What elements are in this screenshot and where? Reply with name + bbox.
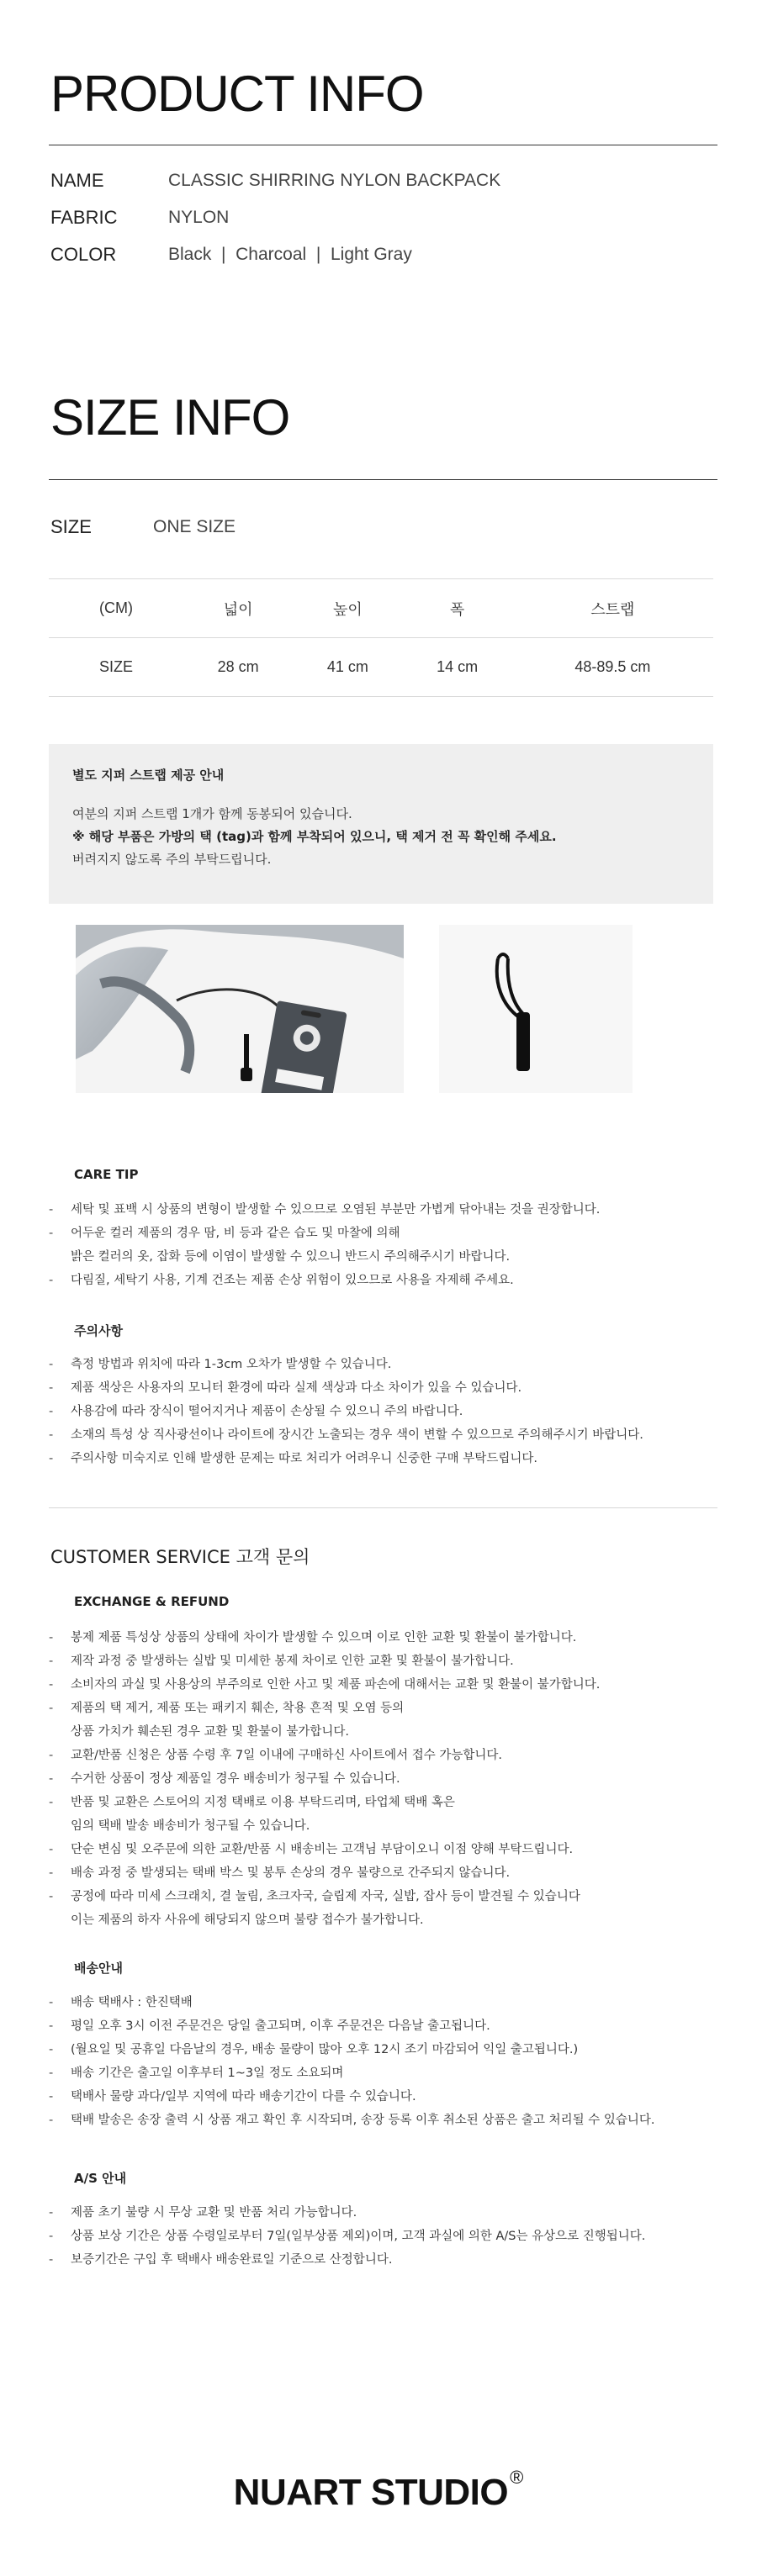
list-item: - 배송 과정 중 발생되는 택배 박스 및 봉투 손상의 경우 불량으로 간주되지 않습니다. bbox=[49, 1861, 600, 1885]
list-item: - 보증기간은 구입 후 택배사 배송완료일 기준으로 산정합니다. bbox=[49, 2248, 645, 2272]
divider bbox=[49, 1507, 717, 1508]
list-item: - 소재의 특성 상 직사광선이나 라이트에 장시간 노출되는 경우 색이 변할 수 있으므로 주의해주시기 바랍니다. bbox=[49, 1423, 643, 1447]
list-item: - 세탁 및 표백 시 상품의 변형이 발생할 수 있으므로 오염된 부분만 가볍게 닦아내는 것을 권장합니다. bbox=[49, 1198, 600, 1222]
zipper-strap-notice bbox=[49, 744, 713, 904]
list-item: - 택배사 물량 과다/일부 지역에 따라 배송기간이 다를 수 있습니다. bbox=[49, 2085, 654, 2109]
registered-mark: ® bbox=[510, 2467, 524, 2488]
exchange-refund-title: EXCHANGE & REFUND bbox=[74, 1594, 230, 1609]
table-header-row bbox=[49, 579, 713, 638]
zipper-strap-photo bbox=[439, 925, 633, 1093]
table-header-cell: 넓이 bbox=[183, 579, 293, 638]
care-tip-title: CARE TIP bbox=[74, 1167, 139, 1182]
list-item: - 공정에 따라 미세 스크래치, 결 눌림, 초크자국, 슬립제 자국, 실밥, 잡사 등이 발견될 수 있습니다 bbox=[49, 1885, 600, 1908]
table-header-cell: (CM) bbox=[49, 579, 183, 638]
list-item: - 단순 변심 및 오주문에 의한 교환/반품 시 배송비는 고객님 부담이오니 이점 양해 부탁드립니다. bbox=[49, 1838, 600, 1861]
size-table bbox=[49, 578, 713, 697]
list-item: - (월요일 및 공휴일 다음날의 경우, 배송 물량이 많아 오후 12시 조기 마감되어 익일 출고됩니다.) bbox=[49, 2038, 654, 2061]
spec-key-name: NAME bbox=[50, 170, 104, 191]
customer-service-title: CUSTOMER SERVICE 고객 문의 bbox=[50, 1547, 310, 1567]
list-item: 상품 가치가 훼손된 경우 교환 및 환불이 불가합니다. bbox=[71, 1725, 350, 1739]
list-item: 밝은 컬러의 옷, 잡화 등에 이염이 발생할 수 있으니 반드시 주의해주시기 바랍니다. bbox=[71, 1250, 511, 1264]
notice-line: 버려지지 않도록 주의 부탁드립니다. bbox=[72, 852, 272, 867]
table-header-cell: 스트랩 bbox=[512, 579, 713, 638]
list-item: - 반품 및 교환은 스토어의 지정 택배로 이용 부탁드리며, 타업체 택배 혹은 bbox=[49, 1791, 600, 1814]
list-item: - 택배 발송은 송장 출력 시 상품 재고 확인 후 시작되며, 송장 등록 이후 취소된 상품은 출고 처리될 수 있습니다. bbox=[49, 2109, 654, 2132]
size-info-title: SIZE INFO bbox=[50, 389, 290, 446]
list-item: - 측정 방법과 위치에 따라 1-3cm 오차가 발생할 수 있습니다. bbox=[49, 1353, 643, 1376]
product-info-title: PRODUCT INFO bbox=[50, 66, 424, 122]
list-item: - 사용감에 따라 장식이 떨어지거나 제품이 손상될 수 있으니 주의 바랍니다. bbox=[49, 1400, 643, 1423]
table-row bbox=[49, 638, 713, 697]
brand-name: NUART STUDIO bbox=[233, 2472, 509, 2513]
as-list bbox=[49, 2201, 645, 2272]
list-item: - 소비자의 과실 및 사용상의 부주의로 인한 사고 및 제품 파손에 대해서는 교환 및 환불이 불가합니다. bbox=[49, 1673, 600, 1697]
bag-tag-photo bbox=[76, 925, 404, 1093]
notice-line: 여분의 지퍼 스트랩 1개가 함께 동봉되어 있습니다. bbox=[72, 806, 352, 821]
table-header-cell: 폭 bbox=[403, 579, 512, 638]
shipping-list bbox=[49, 1991, 654, 2132]
table-cell: 48-89.5 cm bbox=[512, 638, 713, 697]
notice-line-emphasis: ※ 해당 부품은 가방의 택 (tag)과 함께 부착되어 있으니, 택 제거 전 꼭 확인해 주세요. bbox=[72, 829, 557, 844]
size-value: ONE SIZE bbox=[153, 517, 236, 536]
table-cell: 28 cm bbox=[183, 638, 293, 697]
spec-key-color: COLOR bbox=[50, 244, 117, 265]
caution-title: 주의사항 bbox=[74, 1323, 123, 1338]
list-item: - 봉제 제품 특성상 상품의 상태에 차이가 발생할 수 있으며 이로 인한 교환 및 환불이 불가합니다. bbox=[49, 1626, 600, 1650]
table-cell: 14 cm bbox=[403, 638, 512, 697]
caution-list bbox=[49, 1353, 643, 1470]
list-item: - 제품의 택 제거, 제품 또는 패키지 훼손, 착용 흔적 및 오염 등의 bbox=[49, 1697, 600, 1720]
list-item: - 수거한 상품이 정상 제품일 경우 배송비가 청구될 수 있습니다. bbox=[49, 1767, 600, 1791]
zipper-strap-illustration bbox=[439, 925, 633, 1093]
list-item: 이는 제품의 하자 사유에 해당되지 않으며 불량 접수가 불가합니다. bbox=[71, 1914, 424, 1927]
list-item: - 평일 오후 3시 이전 주문건은 당일 출고되며, 이후 주문건은 다음날 출고됩니다. bbox=[49, 2014, 654, 2038]
spec-value-name: CLASSIC SHIRRING NYLON BACKPACK bbox=[168, 171, 501, 190]
table-header-cell: 높이 bbox=[293, 579, 402, 638]
list-item: - 다림질, 세탁기 사용, 기계 건조는 제품 손상 위험이 있으므로 사용을 자제해 주세요. bbox=[49, 1269, 600, 1292]
spec-value-color: Black | Charcoal | Light Gray bbox=[168, 245, 412, 264]
list-item: - 제품 색상은 사용자의 모니터 환경에 따라 실제 색상과 다소 차이가 있을 수 있습니다. bbox=[49, 1376, 643, 1400]
spec-value-fabric: NYLON bbox=[168, 208, 230, 227]
list-item: - 배송 기간은 출고일 이후부터 1~3일 정도 소요되며 bbox=[49, 2061, 654, 2085]
size-label: SIZE bbox=[50, 516, 92, 537]
list-item: - 제작 과정 중 발생하는 실밥 및 미세한 봉제 차이로 인한 교환 및 환불이 불가합니다. bbox=[49, 1650, 600, 1673]
list-item: - 어두운 컬러 제품의 경우 땀, 비 등과 같은 습도 및 마찰에 의해 bbox=[49, 1222, 600, 1245]
as-title: A/S 안내 bbox=[74, 2171, 127, 2186]
table-cell: SIZE bbox=[49, 638, 183, 697]
table-cell: 41 cm bbox=[293, 638, 402, 697]
list-item: - 제품 초기 불량 시 무상 교환 및 반품 처리 가능합니다. bbox=[49, 2201, 645, 2225]
exchange-refund-list bbox=[49, 1626, 600, 1932]
bag-tag-illustration bbox=[76, 925, 404, 1093]
care-tip-list bbox=[49, 1198, 600, 1292]
notice-title: 별도 지퍼 스트랩 제공 안내 bbox=[72, 768, 225, 783]
list-item: - 배송 택배사 : 한진택배 bbox=[49, 1991, 654, 2014]
spec-key-fabric: FABRIC bbox=[50, 207, 118, 228]
shipping-title: 배송안내 bbox=[74, 1961, 123, 1976]
list-item: 임의 택배 발송 배송비가 청구될 수 있습니다. bbox=[71, 1819, 310, 1833]
list-item: - 주의사항 미숙지로 인해 발생한 문제는 따로 처리가 어려우니 신중한 구매 부탁드립니다. bbox=[49, 1447, 643, 1470]
list-item: - 상품 보상 기간은 상품 수령일로부터 7일(일부상품 제외)이며, 고객 과실에 의한 A/S는 유상으로 진행됩니다. bbox=[49, 2225, 645, 2248]
brand-logo bbox=[0, 2467, 757, 2514]
divider bbox=[49, 479, 717, 480]
list-item: - 교환/반품 신청은 상품 수령 후 7일 이내에 구매하신 사이트에서 접수 가능합니다. bbox=[49, 1744, 600, 1767]
